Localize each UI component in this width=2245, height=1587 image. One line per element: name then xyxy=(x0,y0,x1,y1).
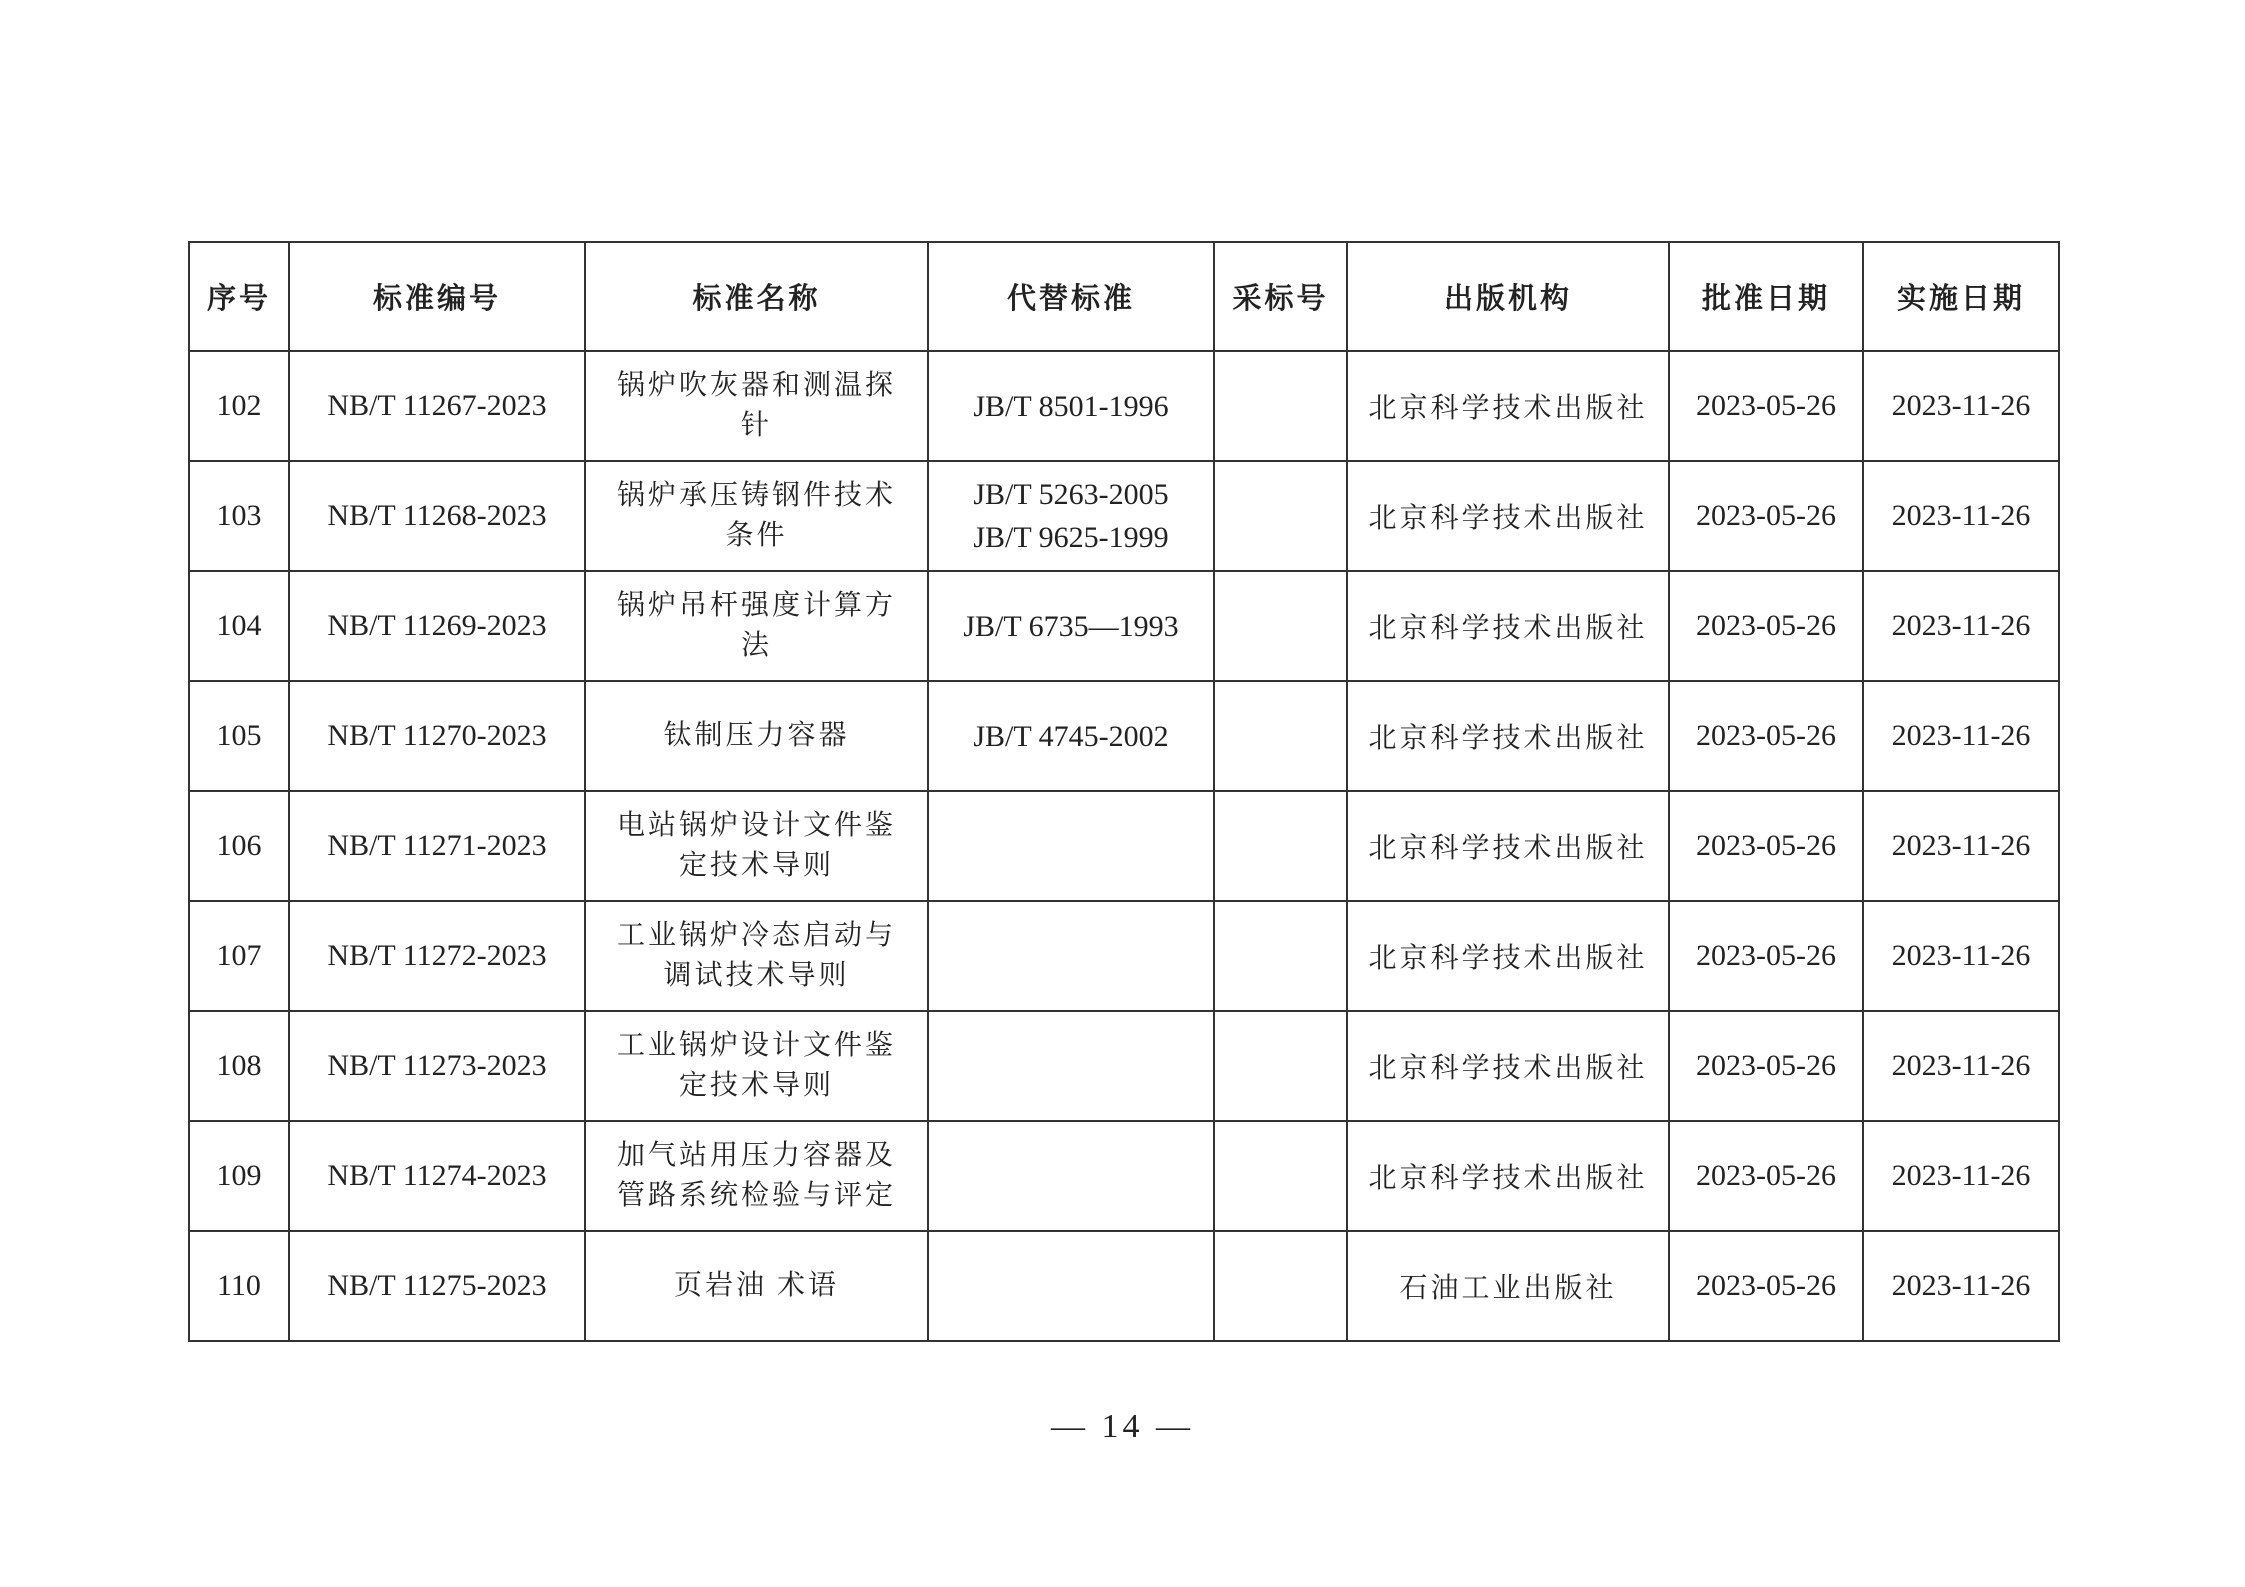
row-number-cell: 107 xyxy=(189,901,289,1011)
approval-date-cell: 2023-05-26 xyxy=(1669,1231,1863,1341)
row-number-cell: 103 xyxy=(189,461,289,571)
approval-date-cell: 2023-05-26 xyxy=(1669,1011,1863,1121)
table-row xyxy=(189,1231,2059,1341)
table-row xyxy=(189,351,2059,461)
standard-name-cell: 工业锅炉冷态启动与调试技术导则 xyxy=(585,901,928,1011)
table-row xyxy=(189,901,2059,1011)
replaced-standard-code: JB/T 9625-1999 xyxy=(973,521,1169,554)
publisher-cell: 北京科学技术出版社 xyxy=(1347,1011,1669,1121)
adopted-standard-cell xyxy=(1214,791,1347,901)
publisher-cell: 北京科学技术出版社 xyxy=(1347,571,1669,681)
publisher-cell: 北京科学技术出版社 xyxy=(1347,681,1669,791)
effective-date-cell: 2023-11-26 xyxy=(1863,461,2059,571)
adopted-standard-cell xyxy=(1214,571,1347,681)
standard-name-cell: 锅炉承压铸钢件技术条件 xyxy=(585,461,928,571)
header-publisher: 出版机构 xyxy=(1347,242,1669,351)
table-row xyxy=(189,571,2059,681)
approval-date-cell: 2023-05-26 xyxy=(1669,791,1863,901)
effective-date-cell: 2023-11-26 xyxy=(1863,1121,2059,1231)
table-header xyxy=(189,242,2059,351)
row-number-cell: 105 xyxy=(189,681,289,791)
row-number-cell: 102 xyxy=(189,351,289,461)
adopted-standard-cell xyxy=(1214,1121,1347,1231)
replaced-standard-cell xyxy=(928,1011,1214,1121)
effective-date-cell: 2023-11-26 xyxy=(1863,571,2059,681)
header-approval-date: 批准日期 xyxy=(1669,242,1863,351)
replaced-standard-cell xyxy=(928,351,1214,461)
standards-table xyxy=(188,241,2060,1342)
standard-name-cell: 页岩油 术语 xyxy=(585,1231,928,1341)
publisher-cell: 北京科学技术出版社 xyxy=(1347,461,1669,571)
table-row xyxy=(189,1121,2059,1231)
replaced-standard-code: JB/T 8501-1996 xyxy=(973,389,1169,423)
replaced-standard-code: JB/T 4745-2002 xyxy=(973,719,1169,753)
adopted-standard-cell xyxy=(1214,901,1347,1011)
standard-name-cell: 工业锅炉设计文件鉴定技术导则 xyxy=(585,1011,928,1121)
header-standard-name: 标准名称 xyxy=(585,242,928,351)
standard-code-cell: NB/T 11273-2023 xyxy=(289,1011,585,1121)
replaced-standard-cell xyxy=(928,681,1214,791)
replaced-standard-cell xyxy=(928,1231,1214,1341)
standard-code-cell: NB/T 11269-2023 xyxy=(289,571,585,681)
table-row xyxy=(189,681,2059,791)
standard-name-cell: 电站锅炉设计文件鉴定技术导则 xyxy=(585,791,928,901)
row-number-cell: 104 xyxy=(189,571,289,681)
table-row xyxy=(189,1011,2059,1121)
table-body xyxy=(189,351,2059,1341)
replaced-standard-cell xyxy=(928,791,1214,901)
standard-code-cell: NB/T 11270-2023 xyxy=(289,681,585,791)
adopted-standard-cell xyxy=(1214,461,1347,571)
standard-name-cell: 锅炉吹灰器和测温探针 xyxy=(585,351,928,461)
effective-date-cell: 2023-11-26 xyxy=(1863,1011,2059,1121)
row-number-cell: 110 xyxy=(189,1231,289,1341)
effective-date-cell: 2023-11-26 xyxy=(1863,351,2059,461)
replaced-standard-cell xyxy=(928,461,1214,571)
adopted-standard-cell xyxy=(1214,1011,1347,1121)
publisher-cell: 北京科学技术出版社 xyxy=(1347,791,1669,901)
replaced-standard-cell xyxy=(928,571,1214,681)
adopted-standard-cell xyxy=(1214,681,1347,791)
publisher-cell: 北京科学技术出版社 xyxy=(1347,901,1669,1011)
adopted-standard-cell xyxy=(1214,1231,1347,1341)
header-adopted-standard: 采标号 xyxy=(1214,242,1347,351)
table-row xyxy=(189,791,2059,901)
effective-date-cell: 2023-11-26 xyxy=(1863,791,2059,901)
approval-date-cell: 2023-05-26 xyxy=(1669,1121,1863,1231)
effective-date-cell: 2023-11-26 xyxy=(1863,1231,2059,1341)
page-number: — 14 — xyxy=(1051,1408,1194,1445)
row-number-cell: 106 xyxy=(189,791,289,901)
publisher-cell: 北京科学技术出版社 xyxy=(1347,351,1669,461)
header-replaced-standard: 代替标准 xyxy=(928,242,1214,351)
header-effective-date: 实施日期 xyxy=(1863,242,2059,351)
row-number-cell: 108 xyxy=(189,1011,289,1121)
standard-code-cell: NB/T 11271-2023 xyxy=(289,791,585,901)
publisher-cell: 石油工业出版社 xyxy=(1347,1231,1669,1341)
replaced-standard-code: JB/T 5263-2005 xyxy=(973,478,1169,511)
row-number-cell: 109 xyxy=(189,1121,289,1231)
standard-code-cell: NB/T 11268-2023 xyxy=(289,461,585,571)
approval-date-cell: 2023-05-26 xyxy=(1669,461,1863,571)
adopted-standard-cell xyxy=(1214,351,1347,461)
header-standard-code: 标准编号 xyxy=(289,242,585,351)
standard-code-cell: NB/T 11267-2023 xyxy=(289,351,585,461)
replaced-standard-cell xyxy=(928,1121,1214,1231)
standard-code-cell: NB/T 11272-2023 xyxy=(289,901,585,1011)
standard-name-cell: 加气站用压力容器及管路系统检验与评定 xyxy=(585,1121,928,1231)
effective-date-cell: 2023-11-26 xyxy=(1863,901,2059,1011)
standard-name-cell: 锅炉吊杆强度计算方法 xyxy=(585,571,928,681)
approval-date-cell: 2023-05-26 xyxy=(1669,351,1863,461)
publisher-cell: 北京科学技术出版社 xyxy=(1347,1121,1669,1231)
standard-name-cell: 钛制压力容器 xyxy=(585,681,928,791)
effective-date-cell: 2023-11-26 xyxy=(1863,681,2059,791)
replaced-standard-code: JB/T 6735—1993 xyxy=(963,609,1179,643)
table-row xyxy=(189,461,2059,571)
replaced-standard-cell xyxy=(928,901,1214,1011)
standard-code-cell: NB/T 11275-2023 xyxy=(289,1231,585,1341)
header-row-number: 序号 xyxy=(189,242,289,351)
approval-date-cell: 2023-05-26 xyxy=(1669,571,1863,681)
header-row xyxy=(189,242,2059,351)
standard-code-cell: NB/T 11274-2023 xyxy=(289,1121,585,1231)
approval-date-cell: 2023-05-26 xyxy=(1669,901,1863,1011)
approval-date-cell: 2023-05-26 xyxy=(1669,681,1863,791)
